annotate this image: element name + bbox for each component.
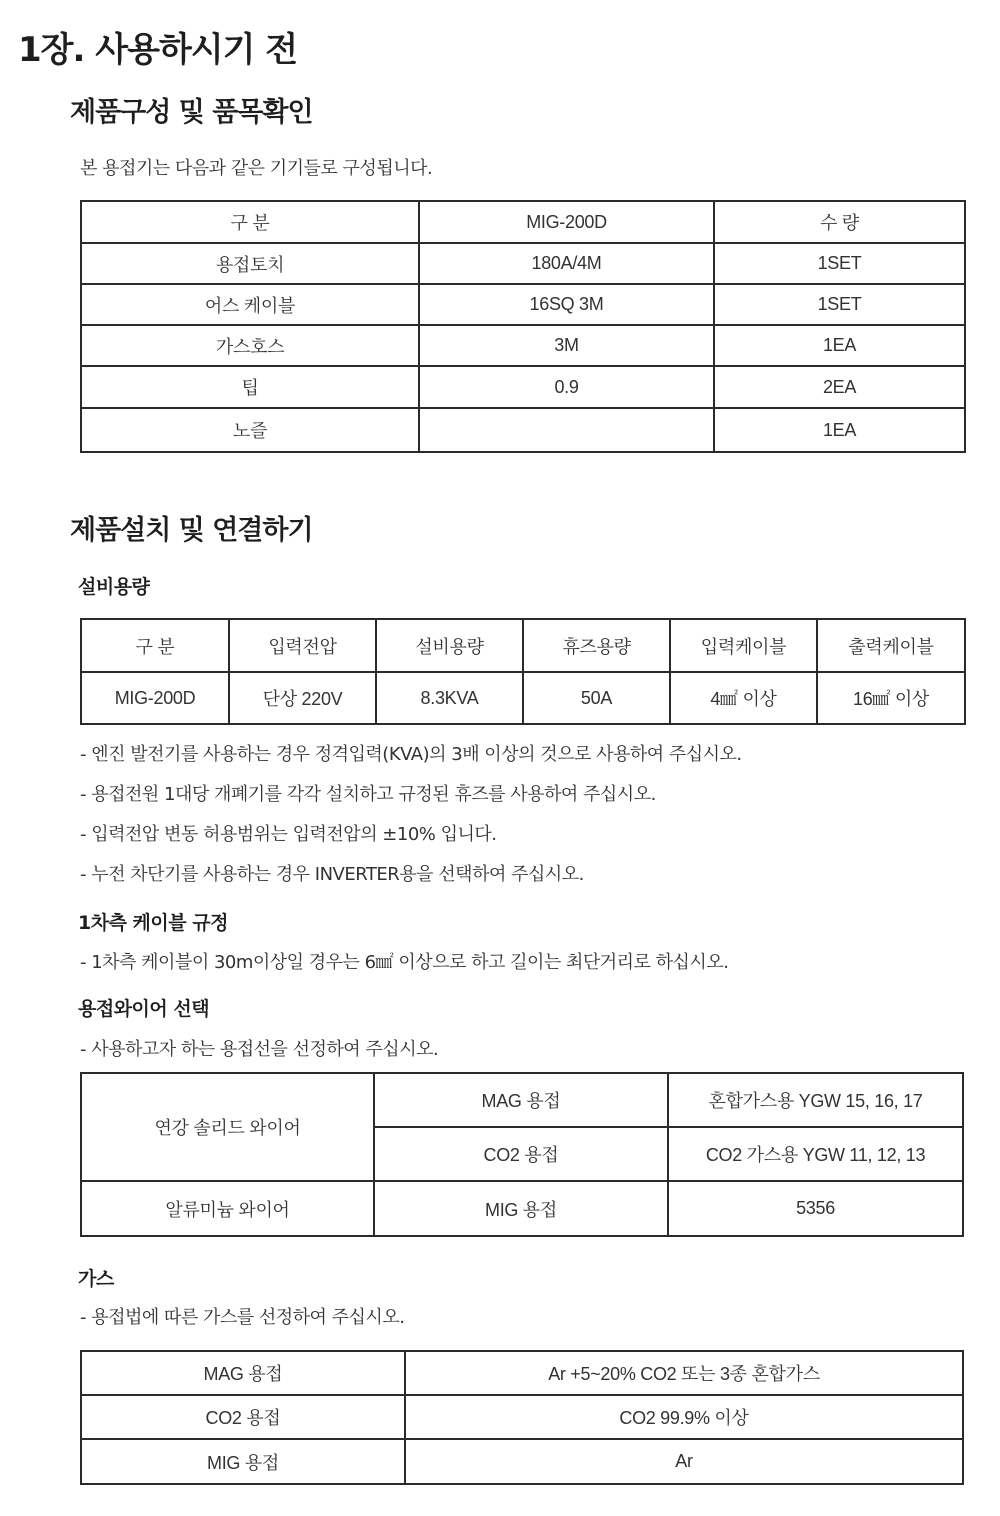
table-cell: 5356 xyxy=(668,1181,963,1236)
table-cell: CO2 용접 xyxy=(374,1127,668,1181)
table-row xyxy=(81,366,965,408)
table-row xyxy=(81,1073,963,1127)
table-cell: 1EA xyxy=(714,408,965,452)
table-cell: MIG 용접 xyxy=(374,1181,668,1236)
table-cell: MIG 용접 xyxy=(81,1439,405,1484)
table-row xyxy=(81,243,965,284)
header-cell: 구 분 xyxy=(81,201,419,243)
table-cell: 혼합가스용 YGW 15, 16, 17 xyxy=(668,1073,963,1127)
table-cell: 3M xyxy=(419,325,714,366)
header-cell: 구 분 xyxy=(81,619,229,672)
header-cell: 출력케이블 xyxy=(817,619,965,672)
table-cell: 연강 솔리드 와이어 xyxy=(81,1073,374,1181)
table-cell: 16SQ 3M xyxy=(419,284,714,325)
table-cell: Ar xyxy=(405,1439,963,1484)
header-cell: MIG-200D xyxy=(419,201,714,243)
table-cell xyxy=(419,408,714,452)
table-row xyxy=(81,1439,963,1484)
table-row xyxy=(81,284,965,325)
header-cell: 입력케이블 xyxy=(670,619,817,672)
primary-cable-note: - 1차측 케이블이 30m이상일 경우는 6㎟ 이상으로 하고 길이는 최단거리로 하십시오. xyxy=(80,952,729,973)
table-row xyxy=(81,408,965,452)
table-cell: 50A xyxy=(523,672,670,724)
table-cell: MAG 용접 xyxy=(81,1351,405,1395)
wire-table xyxy=(80,1072,964,1237)
note-item: - 입력전압 변동 허용범위는 입력전압의 ±10% 입니다. xyxy=(80,824,497,845)
table-header-row xyxy=(81,201,965,243)
primary-cable-title: 1차측 케이블 규정 xyxy=(78,912,228,934)
note-item: - 용접전원 1대당 개폐기를 각각 설치하고 규정된 휴즈를 사용하여 주십시오. xyxy=(80,784,656,805)
table-cell: 1SET xyxy=(714,243,965,284)
table-cell: CO2 가스용 YGW 11, 12, 13 xyxy=(668,1127,963,1181)
table-row xyxy=(81,1181,963,1236)
table-row xyxy=(81,325,965,366)
capacity-notes xyxy=(80,735,742,895)
table-cell: 1SET xyxy=(714,284,965,325)
table-cell: Ar +5~20% CO2 또는 3종 혼합가스 xyxy=(405,1351,963,1395)
table-cell: 가스호스 xyxy=(81,325,419,366)
capacity-table xyxy=(80,618,966,725)
header-cell: 설비용량 xyxy=(376,619,523,672)
table-cell: 단상 220V xyxy=(229,672,376,724)
table-cell: MAG 용접 xyxy=(374,1073,668,1127)
table-cell: 알류미늄 와이어 xyxy=(81,1181,374,1236)
header-cell: 수 량 xyxy=(714,201,965,243)
components-table xyxy=(80,200,966,453)
note-item: - 누전 차단기를 사용하는 경우 INVERTER용을 선택하여 주십시오. xyxy=(80,864,584,885)
table-cell: 용접토치 xyxy=(81,243,419,284)
table-cell: 16㎟ 이상 xyxy=(817,672,965,724)
section-title-installation: 제품설치 및 연결하기 xyxy=(70,515,313,546)
chapter-title: 1장. 사용하시기 전 xyxy=(18,30,298,70)
note-item: - 엔진 발전기를 사용하는 경우 정격입력(KVA)의 3배 이상의 것으로 사용하여 주십시오. xyxy=(80,744,742,765)
table-cell: 노즐 xyxy=(81,408,419,452)
header-cell: 휴즈용량 xyxy=(523,619,670,672)
section-title-components: 제품구성 및 품목확인 xyxy=(70,97,313,128)
table-row xyxy=(81,1395,963,1439)
table-row xyxy=(81,672,965,724)
gas-note: - 용접법에 따른 가스를 선정하여 주십시오. xyxy=(80,1307,405,1328)
table-cell: 0.9 xyxy=(419,366,714,408)
gas-table xyxy=(80,1350,964,1485)
table-cell: 180A/4M xyxy=(419,243,714,284)
table-row xyxy=(81,1351,963,1395)
table-cell: MIG-200D xyxy=(81,672,229,724)
gas-title: 가스 xyxy=(78,1268,114,1290)
wire-title: 용접와이어 선택 xyxy=(78,998,210,1020)
table-cell: 1EA xyxy=(714,325,965,366)
components-intro: 본 용접기는 다음과 같은 기기들로 구성됩니다. xyxy=(80,158,433,179)
table-cell: 8.3KVA xyxy=(376,672,523,724)
table-header-row xyxy=(81,619,965,672)
wire-note: - 사용하고자 하는 용접선을 선정하여 주십시오. xyxy=(80,1039,439,1060)
table-cell: 어스 케이블 xyxy=(81,284,419,325)
table-cell: 2EA xyxy=(714,366,965,408)
capacity-title: 설비용량 xyxy=(78,576,150,598)
table-cell: 4㎟ 이상 xyxy=(670,672,817,724)
table-cell: CO2 용접 xyxy=(81,1395,405,1439)
table-cell: 팁 xyxy=(81,366,419,408)
header-cell: 입력전압 xyxy=(229,619,376,672)
table-cell: CO2 99.9% 이상 xyxy=(405,1395,963,1439)
